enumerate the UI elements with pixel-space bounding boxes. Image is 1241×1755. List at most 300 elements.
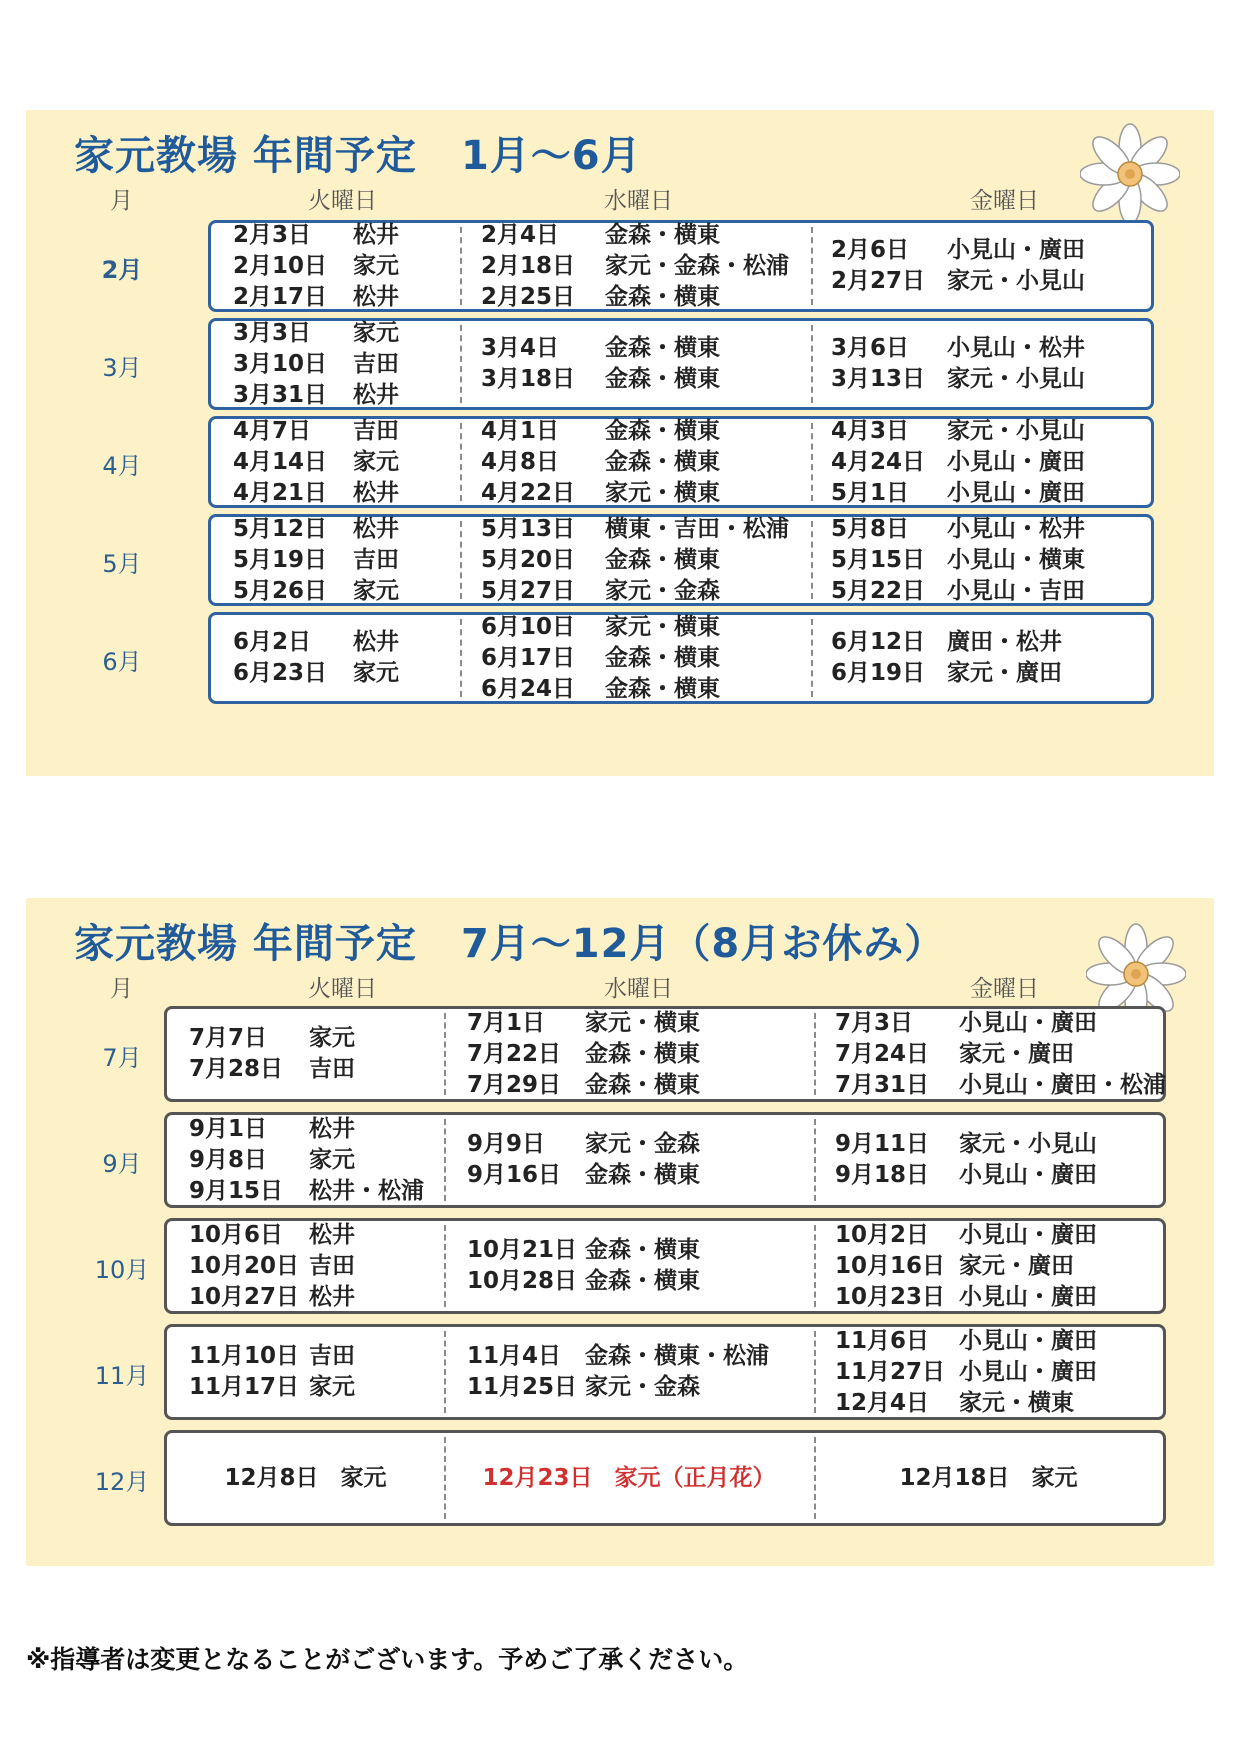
entry-date: 2月27日 xyxy=(831,268,926,294)
schedule-entry xyxy=(831,333,1085,364)
entry-date: 6月10日 xyxy=(481,613,576,640)
schedule-entry xyxy=(189,1251,355,1282)
schedule-entry xyxy=(835,1008,1166,1039)
schedule-entry xyxy=(835,1129,1097,1160)
entry-instructors: 松井 xyxy=(353,479,399,506)
entry-instructors: 金森・横東・松浦 xyxy=(585,1343,769,1369)
entry-date: 6月12日 xyxy=(831,629,926,655)
schedule-entry xyxy=(831,658,1062,689)
entry-date: 6月23日 xyxy=(233,660,328,686)
cell-tue xyxy=(233,517,399,603)
entry-instructors: 小見山・廣田 xyxy=(947,479,1085,506)
entry-instructors: 小見山・廣田 xyxy=(959,1009,1097,1036)
entry-date: 10月2日 xyxy=(835,1221,930,1248)
schedule-entry xyxy=(899,1463,1077,1494)
entry-instructors: 小見山・廣田 xyxy=(959,1327,1097,1354)
cell-fri xyxy=(814,1433,1163,1523)
cell-wed xyxy=(481,321,720,407)
entry-date: 9月16日 xyxy=(467,1162,562,1188)
schedule-entry xyxy=(233,545,399,576)
schedule-entry xyxy=(233,478,399,509)
schedule-entry xyxy=(831,266,1085,297)
header-tuesday: 火曜日 xyxy=(308,976,377,1002)
month-label: 4月 xyxy=(102,452,142,480)
entry-instructors: 家元・横東 xyxy=(605,479,720,506)
entry-instructors: 松井 xyxy=(353,221,399,248)
entry-instructors: 家元 xyxy=(309,1374,355,1400)
title-range: 1月～6月 xyxy=(460,133,642,179)
header-wednesday: 水曜日 xyxy=(604,188,673,214)
cell-fri xyxy=(831,615,1062,701)
panel-title xyxy=(74,124,642,181)
schedule-entry xyxy=(233,318,399,349)
entry-instructors: 家元・金森 xyxy=(585,1131,700,1157)
column-divider xyxy=(444,1013,446,1095)
schedule-entry xyxy=(233,576,399,607)
schedule-entry xyxy=(467,1341,769,1372)
entry-date: 2月6日 xyxy=(831,237,910,263)
schedule-row xyxy=(164,1218,1166,1314)
entry-date: 10月16日 xyxy=(835,1252,946,1279)
entry-date: 4月21日 xyxy=(233,479,328,506)
entry-date: 5月19日 xyxy=(233,546,328,573)
entry-date: 2月18日 xyxy=(481,252,576,279)
schedule-entry xyxy=(467,1039,700,1070)
schedule-entry xyxy=(835,1220,1097,1251)
entry-date: 12月23日 xyxy=(482,1464,593,1491)
schedule-row xyxy=(164,1430,1166,1526)
cell-tue xyxy=(167,1433,444,1523)
entry-date: 4月24日 xyxy=(831,448,926,475)
schedule-entry xyxy=(233,251,399,282)
entry-instructors: 金森・横東 xyxy=(585,1040,700,1067)
entry-instructors: 小見山・廣田 xyxy=(947,448,1085,475)
schedule-entry xyxy=(467,1235,700,1266)
schedule-entry xyxy=(835,1388,1097,1419)
schedule-entry xyxy=(481,220,789,251)
entry-date: 7月31日 xyxy=(835,1071,930,1098)
entry-date: 3月18日 xyxy=(481,366,576,392)
entry-instructors: 横東・吉田・松浦 xyxy=(605,515,789,542)
title-main: 家元教場 年間予定 xyxy=(74,921,417,967)
entry-date: 2月17日 xyxy=(233,283,328,310)
schedule-entry xyxy=(189,1054,355,1085)
entry-date: 9月8日 xyxy=(189,1146,268,1173)
schedule-entry xyxy=(835,1326,1097,1357)
entry-instructors: 松井 xyxy=(353,381,399,408)
cell-tue xyxy=(233,321,399,407)
schedule-entry xyxy=(481,674,720,705)
schedule-entry xyxy=(481,251,789,282)
column-divider xyxy=(460,325,462,403)
entry-instructors: 松井 xyxy=(353,515,399,542)
header-wednesday: 水曜日 xyxy=(604,976,673,1002)
schedule-entry xyxy=(835,1039,1166,1070)
entry-date: 2月10日 xyxy=(233,252,328,279)
schedule-entry xyxy=(835,1357,1097,1388)
schedule-entry xyxy=(481,282,789,313)
column-divider xyxy=(460,521,462,599)
entry-date: 10月21日 xyxy=(467,1237,578,1263)
schedule-panel-second-half xyxy=(26,898,1214,1566)
entry-instructors: 小見山・廣田 xyxy=(947,237,1085,263)
schedule-entry xyxy=(481,478,720,509)
entry-instructors: 金森・横東 xyxy=(605,448,720,475)
column-divider xyxy=(811,227,813,305)
entry-date: 7月28日 xyxy=(189,1056,284,1082)
column-divider xyxy=(444,1225,446,1307)
schedule-entry xyxy=(233,447,399,478)
entry-instructors: 廣田・松井 xyxy=(947,629,1062,655)
entry-instructors: 松井 xyxy=(353,283,399,310)
schedule-entry xyxy=(835,1251,1097,1282)
schedule-entry xyxy=(189,1114,424,1145)
entry-date: 12月4日 xyxy=(835,1389,930,1416)
entry-date: 12月18日 xyxy=(899,1464,1010,1491)
schedule-entry xyxy=(467,1266,700,1297)
entry-instructors: 家元 xyxy=(353,577,399,604)
cell-tue xyxy=(233,223,399,309)
entry-date: 2月25日 xyxy=(481,283,576,310)
cell-tue xyxy=(233,615,399,701)
entry-date: 12月8日 xyxy=(224,1464,319,1491)
cell-tue xyxy=(233,419,399,505)
entry-date: 11月10日 xyxy=(189,1343,300,1369)
schedule-entry xyxy=(481,612,720,643)
schedule-entry xyxy=(831,235,1085,266)
entry-instructors: 金森・横東 xyxy=(585,1268,700,1294)
month-label: 2月 xyxy=(101,256,143,284)
header-friday: 金曜日 xyxy=(970,188,1039,214)
column-divider xyxy=(444,1331,446,1413)
entry-instructors: 家元・廣田 xyxy=(959,1252,1074,1279)
cell-fri xyxy=(831,223,1085,309)
entry-instructors: 松井 xyxy=(353,629,399,655)
schedule-entry xyxy=(189,1023,355,1054)
entry-date: 7月1日 xyxy=(467,1009,546,1036)
cell-wed xyxy=(481,615,720,701)
entry-instructors: 吉田 xyxy=(309,1252,355,1279)
schedule-entry xyxy=(482,1463,775,1494)
column-divider xyxy=(811,619,813,697)
entry-date: 6月24日 xyxy=(481,675,576,702)
entry-instructors: 小見山・吉田 xyxy=(947,577,1085,604)
entry-instructors: 家元 xyxy=(353,660,399,686)
entry-date: 10月20日 xyxy=(189,1252,300,1279)
schedule-entry xyxy=(233,416,399,447)
title-range: 7月～12月（8月お休み） xyxy=(460,921,946,967)
entry-instructors: 吉田 xyxy=(309,1056,355,1082)
schedule-entry xyxy=(481,447,720,478)
entry-instructors: 金森・横東 xyxy=(605,221,720,248)
entry-date: 11月25日 xyxy=(467,1374,578,1400)
entry-instructors: 家元・廣田 xyxy=(959,1040,1074,1067)
entry-instructors: 金森・横東 xyxy=(605,366,720,392)
schedule-entry xyxy=(835,1070,1166,1101)
entry-date: 5月12日 xyxy=(233,515,328,542)
flower-icon xyxy=(1080,122,1180,222)
schedule-entry xyxy=(481,545,789,576)
schedule-entry xyxy=(831,514,1085,545)
entry-date: 10月27日 xyxy=(189,1283,300,1310)
cell-wed xyxy=(444,1433,814,1523)
entry-instructors: 松井 xyxy=(309,1221,355,1248)
entry-instructors: 小見山・横東 xyxy=(947,546,1085,573)
entry-date: 3月31日 xyxy=(233,381,328,408)
entry-instructors: 家元 xyxy=(340,1464,387,1491)
entry-date: 5月27日 xyxy=(481,577,576,604)
entry-date: 11月27日 xyxy=(835,1358,946,1385)
schedule-entry xyxy=(831,478,1085,509)
schedule-entry xyxy=(233,514,399,545)
entry-instructors: 家元・廣田 xyxy=(947,660,1062,686)
schedule-entry xyxy=(831,576,1085,607)
schedule-entry xyxy=(835,1160,1097,1191)
entry-instructors: 家元 xyxy=(353,448,399,475)
cell-fri xyxy=(831,321,1085,407)
schedule-entry xyxy=(481,576,789,607)
entry-instructors: 金森・横東 xyxy=(605,417,720,444)
cell-tue xyxy=(189,1221,355,1311)
entry-instructors: 小見山・松井 xyxy=(947,335,1085,361)
entry-date: 10月23日 xyxy=(835,1283,946,1310)
entry-date: 7月24日 xyxy=(835,1040,930,1067)
month-label: 6月 xyxy=(102,648,142,676)
entry-date: 7月29日 xyxy=(467,1071,562,1098)
entry-instructors: 松井 xyxy=(309,1115,355,1142)
cell-wed xyxy=(467,1009,700,1099)
month-label: 5月 xyxy=(102,550,142,578)
schedule-entry xyxy=(831,447,1085,478)
entry-instructors: 吉田 xyxy=(353,546,399,573)
entry-instructors: 金森・横東 xyxy=(605,335,720,361)
entry-instructors: 家元 xyxy=(353,252,399,279)
schedule-entry xyxy=(233,380,399,411)
cell-wed xyxy=(467,1221,700,1311)
column-divider xyxy=(814,1013,816,1095)
header-tuesday: 火曜日 xyxy=(308,188,377,214)
entry-date: 7月3日 xyxy=(835,1009,914,1036)
entry-date: 5月15日 xyxy=(831,546,926,573)
schedule-entry xyxy=(467,1372,769,1403)
schedule-entry xyxy=(233,282,399,313)
schedule-row xyxy=(164,1112,1166,1208)
entry-date: 2月3日 xyxy=(233,221,312,248)
schedule-entry xyxy=(467,1129,700,1160)
column-divider xyxy=(814,1119,816,1201)
cell-fri xyxy=(835,1221,1097,1311)
column-divider xyxy=(811,521,813,599)
cell-tue xyxy=(189,1115,424,1205)
schedule-entry xyxy=(831,545,1085,576)
entry-instructors: 家元・小見山 xyxy=(947,417,1085,444)
schedule-row xyxy=(208,514,1154,606)
entry-instructors: 小見山・廣田 xyxy=(959,1283,1097,1310)
cell-wed xyxy=(467,1327,769,1417)
entry-date: 3月13日 xyxy=(831,366,926,392)
schedule-entry xyxy=(831,364,1085,395)
entry-date: 6月2日 xyxy=(233,629,312,655)
entry-date: 10月6日 xyxy=(189,1221,284,1248)
schedule-row xyxy=(164,1324,1166,1420)
schedule-entry xyxy=(467,1070,700,1101)
entry-date: 5月20日 xyxy=(481,546,576,573)
schedule-entry xyxy=(189,1220,355,1251)
entry-instructors: 金森・横東 xyxy=(605,283,720,310)
schedule-row xyxy=(208,612,1154,704)
entry-date: 5月1日 xyxy=(831,479,910,506)
cell-wed xyxy=(481,419,720,505)
schedule-entry xyxy=(831,627,1062,658)
entry-date: 5月13日 xyxy=(481,515,576,542)
schedule-entry xyxy=(189,1145,424,1176)
month-label: 3月 xyxy=(102,354,142,382)
entry-instructors: 小見山・廣田・松浦 xyxy=(959,1071,1166,1098)
entry-date: 9月18日 xyxy=(835,1162,930,1188)
entry-date: 3月3日 xyxy=(233,319,312,346)
entry-instructors: 家元・金森・松浦 xyxy=(605,252,789,279)
entry-instructors: 家元・横東 xyxy=(959,1389,1074,1416)
footnote: ※指導者は変更となることがございます。予めご了承ください。 xyxy=(26,1645,749,1674)
entry-instructors: 松井・松浦 xyxy=(309,1177,424,1204)
entry-instructors: 家元・小見山 xyxy=(947,268,1085,294)
schedule-row xyxy=(164,1006,1166,1102)
entry-instructors: 吉田 xyxy=(353,350,399,377)
column-divider xyxy=(811,325,813,403)
entry-instructors: 家元・金森 xyxy=(605,577,720,604)
entry-date: 3月10日 xyxy=(233,350,328,377)
entry-date: 4月14日 xyxy=(233,448,328,475)
month-label: 12月 xyxy=(94,1468,150,1496)
entry-instructors: 家元 xyxy=(1031,1464,1078,1491)
entry-instructors: 金森・横東 xyxy=(605,675,720,702)
title-main: 家元教場 年間予定 xyxy=(74,133,417,179)
entry-date: 9月15日 xyxy=(189,1177,284,1204)
entry-instructors: 家元・横東 xyxy=(585,1009,700,1036)
month-label: 10月 xyxy=(94,1256,150,1284)
entry-instructors: 吉田 xyxy=(353,417,399,444)
entry-instructors: 家元 xyxy=(309,1146,355,1173)
header-month: 月 xyxy=(110,976,133,1002)
schedule-panel-first-half xyxy=(26,110,1214,776)
schedule-row xyxy=(208,220,1154,312)
cell-fri xyxy=(835,1009,1166,1099)
entry-date: 9月9日 xyxy=(467,1131,546,1157)
entry-date: 4月22日 xyxy=(481,479,576,506)
panel-title xyxy=(74,912,945,969)
entry-instructors: 吉田 xyxy=(309,1343,355,1369)
column-divider xyxy=(814,1331,816,1413)
entry-date: 4月1日 xyxy=(481,417,560,444)
entry-instructors: 家元・横東 xyxy=(605,613,720,640)
entry-date: 10月28日 xyxy=(467,1268,578,1294)
entry-date: 3月4日 xyxy=(481,335,560,361)
schedule-entry xyxy=(481,364,720,395)
entry-instructors: 小見山・廣田 xyxy=(959,1358,1097,1385)
entry-instructors: 松井 xyxy=(309,1283,355,1310)
entry-instructors: 金森・横東 xyxy=(585,1237,700,1263)
cell-wed xyxy=(481,223,789,309)
entry-date: 5月22日 xyxy=(831,577,926,604)
column-divider xyxy=(811,423,813,501)
schedule-entry xyxy=(467,1008,700,1039)
entry-instructors: 小見山・廣田 xyxy=(959,1162,1097,1188)
entry-instructors: 家元・小見山 xyxy=(959,1131,1097,1157)
cell-tue xyxy=(189,1327,355,1417)
schedule-entry xyxy=(831,416,1085,447)
schedule-entry xyxy=(481,514,789,545)
schedule-entry xyxy=(481,416,720,447)
entry-date: 5月26日 xyxy=(233,577,328,604)
column-divider xyxy=(460,619,462,697)
month-label: 7月 xyxy=(102,1044,142,1072)
entry-date: 11月6日 xyxy=(835,1327,930,1354)
cell-fri xyxy=(835,1115,1097,1205)
cell-fri xyxy=(835,1327,1097,1417)
entry-date: 4月7日 xyxy=(233,417,312,444)
schedule-entry xyxy=(233,627,399,658)
entry-date: 3月6日 xyxy=(831,335,910,361)
month-label: 11月 xyxy=(94,1362,150,1390)
entry-instructors: 家元 xyxy=(353,319,399,346)
entry-date: 7月22日 xyxy=(467,1040,562,1067)
schedule-entry xyxy=(481,333,720,364)
column-divider xyxy=(814,1225,816,1307)
entry-instructors: 小見山・松井 xyxy=(947,515,1085,542)
entry-instructors: 小見山・廣田 xyxy=(959,1221,1097,1248)
schedule-entry xyxy=(481,643,720,674)
entry-date: 9月11日 xyxy=(835,1131,930,1157)
entry-date: 6月17日 xyxy=(481,644,576,671)
schedule-entry xyxy=(189,1176,424,1207)
schedule-entry xyxy=(224,1463,386,1494)
schedule-entry xyxy=(189,1372,355,1403)
entry-instructors: 家元・小見山 xyxy=(947,366,1085,392)
schedule-entry xyxy=(233,658,399,689)
schedule-entry xyxy=(189,1282,355,1313)
entry-date: 6月19日 xyxy=(831,660,926,686)
column-divider xyxy=(460,227,462,305)
schedule-entry xyxy=(189,1341,355,1372)
entry-date: 9月1日 xyxy=(189,1115,268,1142)
entry-date: 5月8日 xyxy=(831,515,910,542)
entry-date: 11月4日 xyxy=(467,1343,562,1369)
column-divider xyxy=(444,1119,446,1201)
schedule-row xyxy=(208,318,1154,410)
month-label: 9月 xyxy=(102,1150,142,1178)
entry-instructors: 金森・横東 xyxy=(585,1162,700,1188)
entry-instructors: 金森・横東 xyxy=(605,644,720,671)
schedule-row xyxy=(208,416,1154,508)
entry-instructors: 家元 xyxy=(309,1025,355,1051)
schedule-entry xyxy=(233,220,399,251)
entry-date: 2月4日 xyxy=(481,221,560,248)
cell-wed xyxy=(481,517,789,603)
entry-instructors: 金森・横東 xyxy=(585,1071,700,1098)
entry-date: 4月3日 xyxy=(831,417,910,444)
schedule-entry xyxy=(233,349,399,380)
entry-date: 7月7日 xyxy=(189,1025,268,1051)
cell-fri xyxy=(831,419,1085,505)
entry-date: 4月8日 xyxy=(481,448,560,475)
entry-instructors: 家元・金森 xyxy=(585,1374,700,1400)
entry-instructors: 家元（正月花） xyxy=(614,1464,776,1491)
cell-tue xyxy=(189,1009,355,1099)
entry-instructors: 金森・横東 xyxy=(605,546,720,573)
header-month: 月 xyxy=(110,188,133,214)
schedule-entry xyxy=(835,1282,1097,1313)
schedule-entry xyxy=(467,1160,700,1191)
